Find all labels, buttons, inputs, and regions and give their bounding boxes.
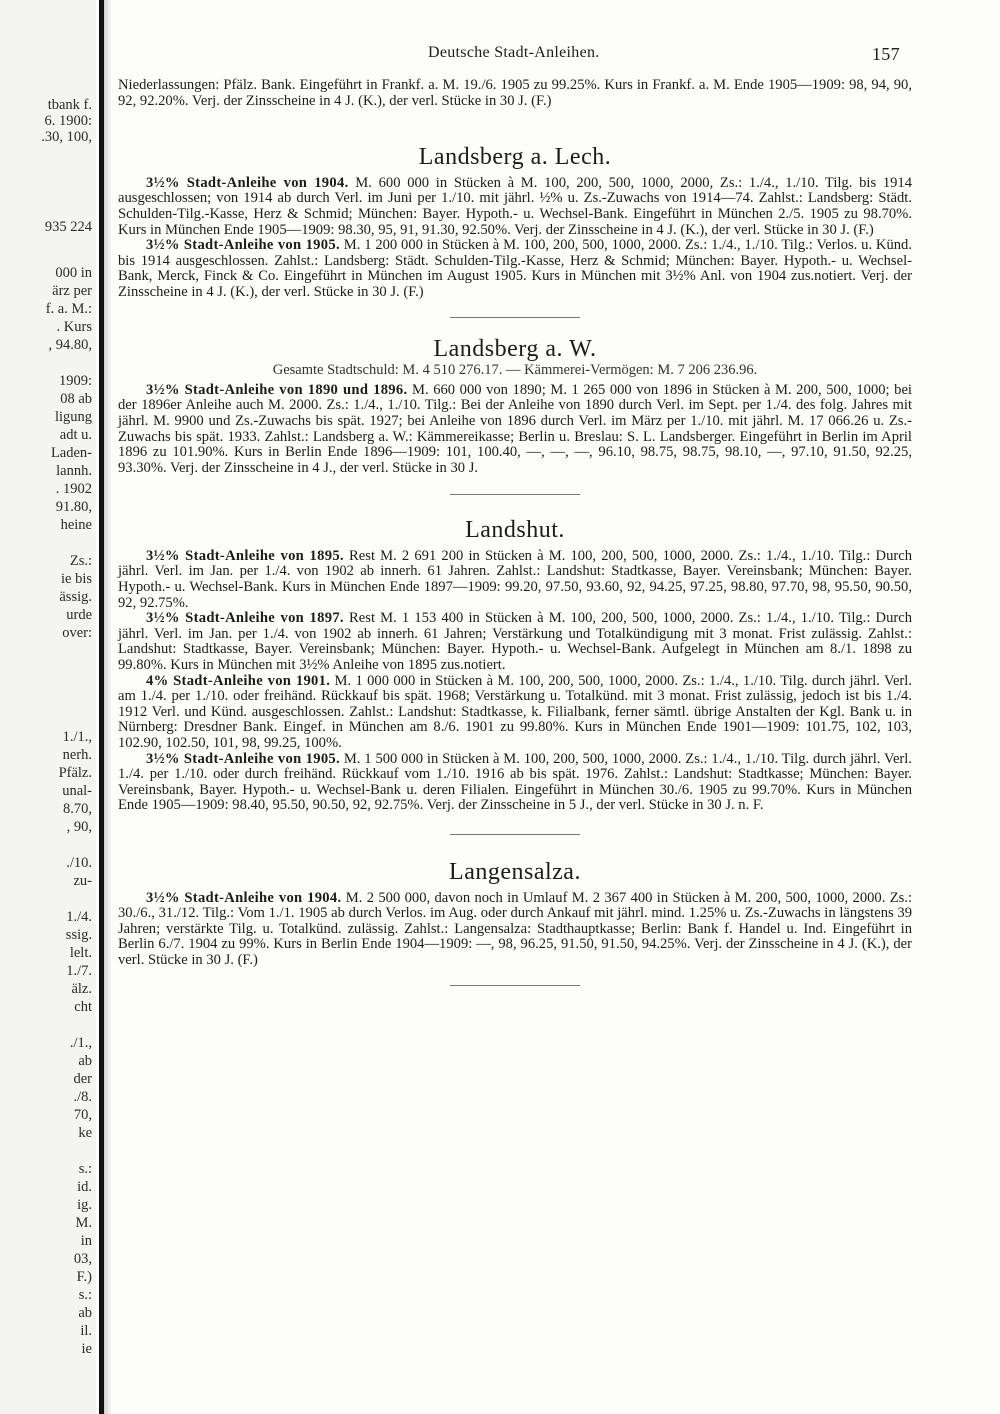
loan-entry (118, 611, 912, 673)
loan-title: 4% Stadt-Anleihe von 1901. (146, 672, 331, 689)
facing-page-fragment: ./1., (69, 1035, 92, 1051)
facing-page-fragment: 08 ab (60, 391, 92, 407)
page-number: 157 (872, 44, 900, 64)
city-heading: Landshut. (465, 517, 565, 544)
facing-page-fragment: ligung (54, 409, 92, 425)
facing-page-fragment: id. (77, 1179, 92, 1195)
facing-page-fragment: ärz per (52, 283, 92, 299)
loan-entry (118, 674, 912, 752)
facing-page-fragment: 70, (73, 1107, 92, 1123)
intro-paragraph: Niederlassungen: Pfälz. Bank. Eingeführt in Frankf. a. M. 19./6. 1905 zu 99.25%. Kurs in Frankf. a. M. Ende 1905—1909: 98, 94, 90, 92, 92.20%. Verj. der Zinsscheine in 4 J. (K.), der verl. Stücke in 30 J. (F.) (118, 77, 912, 109)
loan-title: 3½% Stadt-Anleihe von 1890 und 1896. (146, 381, 408, 398)
loan-details: Rest M. 2 691 200 in Stücken à M. 100, 200, 500, 1000, 2000. Zs.: 1./4., 1./10. Tilg.: Durch jährl. Verl. im Jan. per 1./4. von 1902 ab innerh. 61 Jahren. Zahlst.: Landshut: Stadtkasse, Bayer. Vereinsbank; München: Bayer. Hypoth.- u. Wechsel-Bank. Kurs in München Ende 1897—1909: 99.20, 97.50, 93.60, 92, 94.25, 97.25, 98.80, 97.70, 98, 95.50, 90.50, 92, 92.75%. (118, 547, 913, 611)
facing-page-fragment: , 90, (66, 819, 92, 835)
facing-page-fragment: der (73, 1071, 92, 1087)
facing-page-fragment: ./8. (73, 1089, 92, 1105)
facing-page-fragment: lelt. (69, 945, 92, 961)
facing-page-fragment: . 1902 (55, 481, 92, 497)
city-debt-summary: Gesamte Stadtschuld: M. 4 510 276.17. — Kämmerei-Vermögen: M. 7 206 236.96. (272, 362, 758, 379)
facing-page-fragment: ie (81, 1341, 92, 1357)
facing-page-fragment: Laden- (50, 445, 92, 461)
facing-page-fragment: tbank f. (47, 97, 92, 113)
loan-title: 3½% Stadt-Anleihe von 1895. (146, 547, 344, 564)
gutter-shadow (104, 0, 112, 1414)
facing-page-fragment: 1./4. (66, 909, 92, 925)
city-heading: Landsberg a. Lech. (418, 144, 612, 171)
facing-page-fragment: ig. (77, 1197, 92, 1213)
facing-page-fragment: s.: (78, 1161, 92, 1177)
facing-page-fragment: älz. (71, 981, 92, 997)
facing-page-fragment: 91.80, (55, 499, 92, 515)
facing-page-fragment: 8.70, (63, 801, 92, 817)
facing-page-fragment: ab (78, 1053, 92, 1069)
facing-page-fragment: urde (66, 607, 92, 623)
loan-title: 3½% Stadt-Anleihe von 1905. (146, 750, 340, 767)
loan-entry (118, 891, 912, 969)
facing-page-fragment: ssig. (65, 927, 92, 943)
loan-details: Rest M. 1 153 400 in Stücken à M. 100, 200, 500, 1000, 2000. Zs.: 1./4., 1./10. Tilg.: Durch jährl. Verl. im Jan. per 1./4. von 1902 ab innerh. 61 Jahren; Verstärkung und Totalkündigung mit 3 monat. Frist zulässig. Zahlst.: Landshut: Stadtkasse, Bayer. Vereinsbank; München: Bayer. Hypoth.- u. Wechsel-Bank. Aufgelegt in München am 8./1. 1898 zu 99.80%. Kurs in München mit 3½% Anleihe von 1895 zus.notiert. (118, 610, 913, 674)
facing-page-fragment: 1./7. (66, 963, 92, 979)
facing-page-fragment: M. (75, 1215, 92, 1231)
facing-page-fragment: s.: (78, 1287, 92, 1303)
loan-entry (118, 176, 912, 238)
loan-entry (118, 238, 912, 300)
page-body (118, 78, 912, 986)
facing-page-fragment: in (80, 1233, 92, 1249)
city-heading: Landsberg a. W. (433, 335, 597, 362)
section-divider (450, 985, 580, 986)
facing-page-fragment: 03, (73, 1251, 92, 1267)
facing-page-fragment: adt u. (59, 427, 92, 443)
facing-page-fragment: 6. 1900: (44, 113, 92, 129)
facing-page-fragment: 000 in (55, 265, 92, 281)
facing-page-fragment: F.) (76, 1269, 92, 1285)
facing-page-margin (0, 0, 96, 1414)
facing-page-fragment: .30, 100, (41, 129, 92, 145)
facing-page-fragment: 1./1., (62, 729, 92, 745)
loan-title: 3½% Stadt-Anleihe von 1904. (146, 174, 349, 191)
loan-details: M. 600 000 in Stücken à M. 100, 200, 500, 1000, 2000, Zs.: 1./4., 1./10. Tilg. bis 1914 ausgeschlossen; von 1914 ab durch Verl. im Juni per 1./10. mit jährl. ½% u. Zs.-Zuwachs von 1914—74. Zahlst.: Landsberg: Städt. Schulden-Tilg.-Kasse, Herz & Schmid; München: Bayer. Hypoth.- u. Wechsel-Bank. Eingeführt in München 2./5. 1905 zu 98.70%. Kurs in München Ende 1905—1909: 98.30, 95, 91, 91.30, 92.50%. Verj. der Zinsscheine in 4 J. (K.), der verl. Stücke in 30 J. (F.) (118, 174, 913, 238)
loan-entry (118, 549, 912, 611)
facing-page-fragment: ./10. (66, 855, 92, 871)
loan-entry (118, 752, 912, 814)
loan-details: M. 660 000 von 1890; M. 1 265 000 von 1896 in Stücken à M. 200, 500, 1000; bei der 1896er Anleihe auch M. 2000. Zs.: 1./4., 1./10. Tilg.: Bei der Anleihe von 1890 durch Verl. im Sept. per 1./4. des folg. Jahres mit jährl. M. 9900 und Zs.-Zuwachs bis spät. 1927; bei Anleihe von 1896 durch Verl. im März per 1./10. mit jährl. M. 17 066.26 u. Zs.-Zuwachs bis spät. 1933. Zahlst.: Landsberg a. W.: Kämmereikasse; Berlin u. Breslau: S. L. Landsberger. Eingeführt in Berlin im April 1896 zu 101.90%. Kurs in Berlin Ende 1896—1909: 101, 100.40, —, —, —, 96.10, 98.75, 98.75, 98.10, —, 97.10, 91.50, 92.25, 93.30%. Verj. der Zinsscheine in 4 J., der verl. Stücke in 30 J. (118, 381, 912, 476)
city-heading: Langensalza. (449, 858, 581, 885)
loan-details: M. 2 500 000, davon noch in Umlauf M. 2 367 400 in Stücken à M. 200, 500, 1000, 2000. Zs.: 30./6., 31./12. Tilg.: Vom 1./1. 1905 ab durch Verlos. im Aug. oder durch Ankauf mit jährl. mind. 1.25% u. Zs.-Zuwachs in längstens 39 Jahren; verstärkte Tilg. u. Totalkünd. zulässig. Zahlst.: Langensalza: Stadthauptkasse; Berlin: Bank f. Handel u. Ind. Eingeführt in Berlin 6./7. 1904 zu 99%. Kurs in Berlin Ende 1904—1909: —, 98, 96.25, 91.50, 91.50, 94.25%. Verj. der Zinsscheine in 4 J. (K.), der verl. Stücke in 30 J. (F.) (118, 889, 912, 968)
facing-page-fragment: unal- (62, 783, 92, 799)
facing-page-fragment: ke (78, 1125, 92, 1141)
loan-title: 3½% Stadt-Anleihe von 1904. (146, 889, 342, 906)
loan-title: 3½% Stadt-Anleihe von 1905. (146, 237, 340, 254)
running-title: Deutsche Stadt-Anleihen. (428, 44, 600, 61)
facing-page-fragment: Pfälz. (58, 765, 92, 781)
loan-title: 3½% Stadt-Anleihe von 1897. (146, 610, 344, 627)
facing-page-fragment: il. (80, 1323, 92, 1339)
facing-page-fragment: Zs.: (69, 553, 92, 569)
facing-page-fragment: . Kurs (56, 319, 92, 335)
loan-details: M. 1 200 000 in Stücken à M. 100, 200, 500, 1000, 2000. Zs.: 1./4., 1./10. Tilg.: Verlos. u. Künd. bis 1914 ausgeschlossen. Zahlst.: Landsberg: Städt. Schulden-Tilg.-Kasse, Herz & Schmid; München: Bayer. Hypoth.- u. Wechsel-Bank, Merck, Finck & Co. Eingeführt in München im August 1905. Kurs in München mit 3½% Anl. von 1904 zus.notiert. Verj. der Zinsscheine in 4 J. (K.), der verl. Stücke in 30 J. (F.) (118, 237, 913, 300)
facing-page-fragment: nerh. (62, 747, 92, 763)
loan-details: M. 1 000 000 in Stücken à M. 100, 200, 500, 1000, 2000. Zs.: 1./4., 1./10. Tilg. durch jährl. Verl. am 1./4. per 1./10. oder freihänd. Rückkauf bis spät. 1968; Verstärkung u. Totalkünd. mit 3 monat. Frist zulässig, jedoch ist bis 1./4. 1912 Verl. und Künd. ausgeschlossen. Zahlst.: Landshut: Stadtkasse, k. Filialbank, ferner sämtl. übrige Anstalten der Kgl. Bank u. in Nürnberg: Dresdner Bank. Eingef. in München am 8./6. 1901 zu 99.80%. Kurs in München Ende 1901—1909: 101.75, 102, 103, 102.90, 102.50, 101, 98, 99.25, 100%. (118, 672, 912, 751)
facing-page-fragment: zu- (73, 873, 92, 889)
facing-page-fragment: , 94.80, (48, 337, 92, 353)
loan-entry (118, 383, 912, 477)
facing-page-fragment: 935 224 (44, 219, 92, 235)
facing-page-fragment: ie bis (60, 571, 92, 587)
facing-page-fragment: f. a. M.: (45, 301, 92, 317)
facing-page-fragment: ab (78, 1305, 92, 1321)
facing-page-fragment: 1909: (58, 373, 92, 389)
facing-page-fragment: lannh. (56, 463, 92, 479)
facing-page-fragment: cht (74, 999, 92, 1015)
facing-page-fragment: over: (62, 625, 92, 641)
facing-page-fragment: ässig. (59, 589, 92, 605)
facing-page-fragment: heine (60, 517, 92, 533)
loan-details: M. 1 500 000 in Stücken à M. 100, 200, 500, 1000, 2000. Zs.: 1./4., 1./10. Tilg. durch jährl. Verl. 1./4. per 1./10. oder durch freihänd. Rückkauf vom 1./10. 1916 ab bis spät. 1976. Zahlst.: Landshut: Stadtkasse; München: Bayer. Vereinsbank, Bayer. Hypoth.- u. Wechsel-Bank u. deren Filialen. Eingeführt in München 30./6. 1905 zu 99.70%. Kurs in München Ende 1905—1909: 98.40, 95.50, 90.50, 92, 92.75%. Verj. der Zinsscheine in 5 J., der verl. Stücke in 30 J. n. F. (118, 750, 912, 814)
